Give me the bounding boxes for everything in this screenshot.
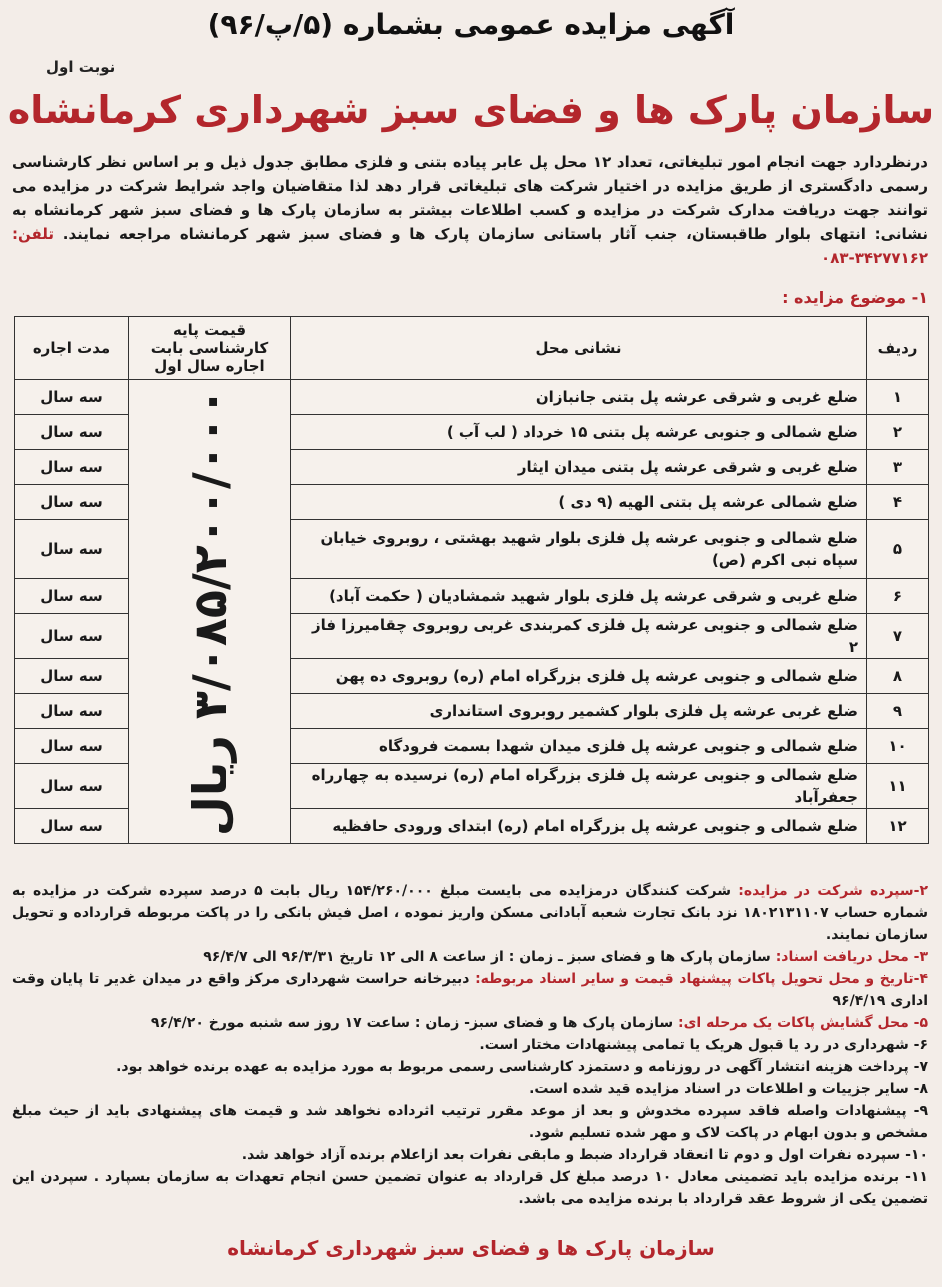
term-item (12, 1034, 928, 1056)
row-location: ضلع شمالی و جنوبی عرشه پل فلزی میدان شهدا بسمت فرودگاه (291, 729, 867, 764)
term-item (12, 880, 928, 946)
term-item (12, 1078, 928, 1100)
row-location: ضلع شمالی عرشه پل بتنی الهیه (۹ دی ) (291, 485, 867, 520)
row-number: ۲ (867, 415, 929, 450)
row-duration: سه سال (15, 764, 129, 809)
round-label: نوبت اول (46, 58, 116, 76)
footer-signature: سازمان پارک ها و فضای سبز شهرداری کرمانشاه (227, 1236, 715, 1260)
row-duration: سه سال (15, 520, 129, 579)
organization-heading: سازمان پارک ها و فضای سبز شهرداری کرمانشاه (7, 88, 935, 132)
row-location: ضلع شمالی و جنوبی عرشه پل بتنی ۱۵ خرداد ( لب آب ) (291, 415, 867, 450)
row-duration: سه سال (15, 809, 129, 844)
section-title: ۱- موضوع مزایده : (782, 288, 928, 307)
row-duration: سه سال (15, 450, 129, 485)
row-number: ۵ (867, 520, 929, 579)
row-duration: سه سال (15, 694, 129, 729)
term-text: ۷- پرداخت هزینه انتشار آگهی در روزنامه و دستمزد کارشناسی رسمی مربوط به مورد مزایده به عهده برنده خواهد بود. (116, 1059, 928, 1075)
term-label: ۵- محل گشایش پاکات یک مرحله ای: (677, 1015, 928, 1031)
term-item (12, 1056, 928, 1078)
page-title: آگهی مزایده عمومی بشماره (۵/پ/۹۶) (207, 8, 735, 41)
intro-paragraph (12, 150, 928, 270)
row-duration: سه سال (15, 380, 129, 415)
row-duration: سه سال (15, 415, 129, 450)
term-text: دبیرخانه حراست شهرداری مرکز واقع در میدان غدیر تا پایان وقت اداری ۹۶/۴/۱۹ (12, 971, 928, 1009)
base-price-value: ۳/۰۸۵/۲۰۰/۰۰۰ ریال (182, 387, 237, 836)
header-location: نشانی محل (291, 317, 867, 380)
term-item (12, 968, 928, 1012)
row-duration: سه سال (15, 729, 129, 764)
term-label: ۴-تاریخ و محل تحویل پاکات پیشنهاد قیمت و سایر اسناد مربوطه: (475, 971, 928, 987)
term-item (12, 1144, 928, 1166)
row-number: ۱۱ (867, 764, 929, 809)
table-header-row (15, 317, 929, 380)
term-text: ۸- سایر جزییات و اطلاعات در اسناد مزایده قید شده است. (529, 1081, 928, 1097)
row-number: ۱۰ (867, 729, 929, 764)
price-cell (129, 380, 291, 844)
row-location: ضلع غربی و شرقی عرشه پل بتنی جانبازان (291, 380, 867, 415)
row-number: ۴ (867, 485, 929, 520)
term-item (12, 1100, 928, 1144)
locations-table (14, 316, 929, 844)
term-text: سازمان پارک ها و فضای سبز- زمان : ساعت ۱۷ روز سه شنبه مورخ ۹۶/۴/۲۰ (150, 1015, 678, 1031)
header-row-number: ردیف (867, 317, 929, 380)
row-location: ضلع شمالی و جنوبی عرشه پل فلزی بلوار شهید بهشتی ، روبروی خیابان سپاه نبی اکرم (ص) (291, 520, 867, 579)
row-number: ۹ (867, 694, 929, 729)
row-location: ضلع شمالی و جنوبی عرشه پل بزرگراه امام (ره) ابتدای ورودی حافظیه (291, 809, 867, 844)
header-duration: مدت اجاره (15, 317, 129, 380)
term-text: ۶- شهرداری در رد یا قبول هریک یا تمامی پیشنهادات مختار است. (479, 1037, 928, 1053)
row-number: ۷ (867, 614, 929, 659)
term-text: ۱۰- سپرده نفرات اول و دوم تا انعقاد قرارداد ضبط و مابقی نفرات بعد ازاعلام برنده آزاد خواهد شد. (241, 1147, 928, 1163)
row-duration: سه سال (15, 579, 129, 614)
term-item (12, 1012, 928, 1034)
intro-text: درنظردارد جهت انجام امور تبلیغاتی، تعداد ۱۲ محل پل عابر پیاده بتنی و فلزی مطابق جدول ذیل و بر اساس نظر کارشناسی رسمی دادگستری از طریق مزایده در اختیار شرکت های تبلیغاتی قرار دهد لذا متقاضیان واجد شرایط شرکت در مزایده می توانند جهت دریافت مدارک شرکت در مزایده و کسب اطلاعات بیشتر به سازمان پارک ها و فضای سبز شهر کرمانشاه به نشانی: انتهای بلوار طاقبستان، جنب آثار باستانی سازمان پارک ها و فضای سبز شهر کرمانشاه مراجعه نمایند. (12, 153, 928, 243)
term-item (12, 946, 928, 968)
table-row (15, 380, 929, 415)
row-location: ضلع غربی و شرقی عرشه پل فلزی بلوار شهید شمشادیان ( حکمت آباد) (291, 579, 867, 614)
row-number: ۱ (867, 380, 929, 415)
row-duration: سه سال (15, 485, 129, 520)
header-price: قیمت پایه کارشناسی بابت اجاره سال اول (129, 317, 291, 380)
row-number: ۳ (867, 450, 929, 485)
row-number: ۱۲ (867, 809, 929, 844)
row-number: ۸ (867, 659, 929, 694)
term-text: سازمان پارک ها و فضای سبز ـ زمان : از ساعت ۸ الی ۱۲ تاریخ ۹۶/۳/۳۱ الی ۹۶/۴/۷ (203, 949, 776, 965)
term-item (12, 1166, 928, 1210)
term-text: ۱۱- برنده مزایده باید تضمینی معادل ۱۰ درصد مبلغ کل قرارداد به عنوان تضمین حسن انجام تعهدات به سازمان بسپارد . سپردن این تضمین یکی از شروط عقد قرارداد با برنده مزایده می باشد. (12, 1169, 928, 1207)
term-label: ۳- محل دریافت اسناد: (775, 949, 928, 965)
row-location: ضلع غربی و شرقی عرشه پل بتنی میدان ایثار (291, 450, 867, 485)
row-duration: سه سال (15, 614, 129, 659)
term-text: ۹- پیشنهادات واصله فاقد سپرده مخدوش و بعد از موعد مقرر ترتیب اثرداده نخواهد شد و قیمت های پیشنهادی باید از حیث مبلغ مشخص و بدون ابهام در پاکت لاک و مهر شده تسلیم شود. (12, 1103, 928, 1141)
row-location: ضلع غربی عرشه پل فلزی بلوار کشمیر روبروی استانداری (291, 694, 867, 729)
terms-list (12, 880, 928, 1210)
term-label: ۲-سپرده شرکت در مزایده: (738, 883, 929, 899)
row-location: ضلع شمالی و جنوبی عرشه پل فلزی بزرگراه امام (ره) روبروی ده پهن (291, 659, 867, 694)
phone-number: تلفن: ۳۴۲۷۷۱۶۲-۰۸۳ (12, 225, 928, 267)
row-number: ۶ (867, 579, 929, 614)
row-location: ضلع شمالی و جنوبی عرشه پل فلزی بزرگراه امام (ره) نرسیده به چهارراه جعفرآباد (291, 764, 867, 809)
term-text: شرکت کنندگان درمزایده می بایست مبلغ ۱۵۴/۲۶۰/۰۰۰ ریال بابت ۵ درصد سپرده شرکت در مزایده به شماره حساب ۱۸۰۲۱۳۱۱۰۷ نزد بانک تجارت شعبه آبادانی مسکن واریز نموده ، اصل فیش بانکی را در پاکت مربوطه قرارداده و تحویل سازمان نمایند. (12, 883, 928, 943)
row-location: ضلع شمالی و جنوبی عرشه پل فلزی کمربندی غربی روبروی چقامیرزا فاز ۲ (291, 614, 867, 659)
row-duration: سه سال (15, 659, 129, 694)
